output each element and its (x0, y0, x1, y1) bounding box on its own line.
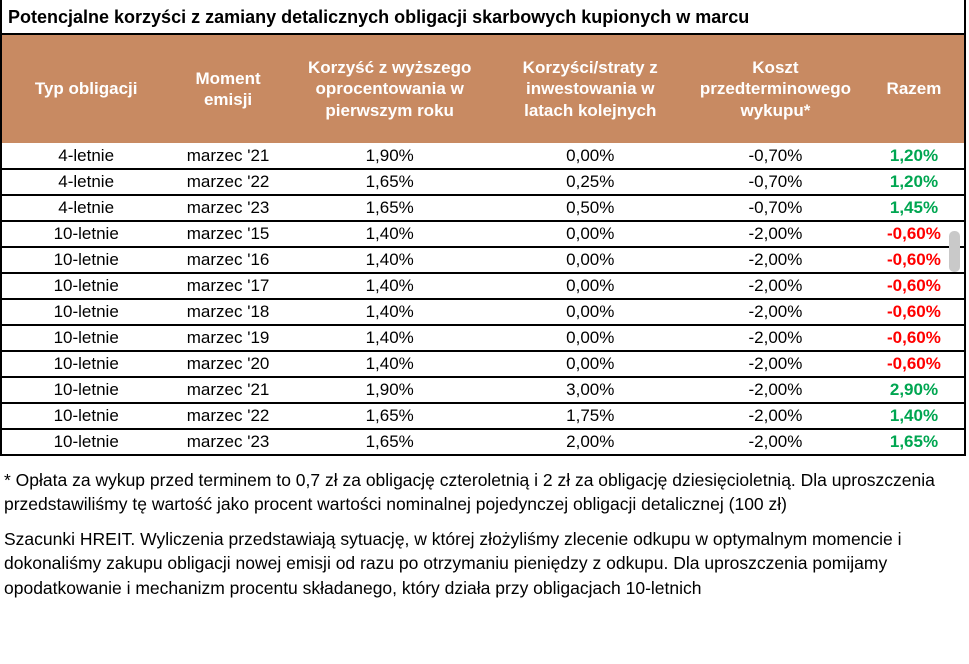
page-title: Potencjalne korzyści z zamiany detalicznych obligacji skarbowych kupionych w marcu (2, 0, 964, 35)
table-row (2, 143, 964, 169)
cell-rok1: 1,65% (286, 169, 494, 195)
cell-razem: -0,60% (864, 325, 964, 351)
footnotes (0, 468, 956, 600)
footnote-redemption-fee: * Opłata za wykup przed terminem to 0,7 zł za obligację czteroletnią i 2 zł za obligację dziesięcioletnią. Dla uproszczenia przedstawiliśmy tę wartość jako procent wartości nominalnej pojedynczej obligacji detalicznej (100 zł) (4, 470, 935, 515)
cell-razem: 1,20% (864, 169, 964, 195)
cell-kolejne: 0,00% (494, 221, 687, 247)
cell-rok1: 1,65% (286, 403, 494, 429)
cell-rok1: 1,90% (286, 377, 494, 403)
cell-razem: -0,60% (864, 247, 964, 273)
cell-kolejne: 0,50% (494, 195, 687, 221)
cell-typ: 4-letnie (2, 169, 170, 195)
cell-rok1: 1,65% (286, 429, 494, 455)
cell-razem: -0,60% (864, 299, 964, 325)
cell-koszt: -2,00% (687, 273, 864, 299)
cell-typ: 10-letnie (2, 325, 170, 351)
table-row (2, 195, 964, 221)
cell-koszt: -0,70% (687, 195, 864, 221)
cell-koszt: -0,70% (687, 169, 864, 195)
cell-koszt: -2,00% (687, 221, 864, 247)
cell-rok1: 1,65% (286, 195, 494, 221)
col-header-typ-obligacji: Typ obligacji (2, 35, 170, 143)
cell-moment: marzec '19 (170, 325, 285, 351)
scrollbar-thumb[interactable] (949, 231, 960, 272)
cell-moment: marzec '21 (170, 143, 285, 169)
cell-typ: 10-letnie (2, 403, 170, 429)
cell-koszt: -2,00% (687, 377, 864, 403)
cell-rok1: 1,40% (286, 299, 494, 325)
cell-razem: 1,20% (864, 143, 964, 169)
cell-kolejne: 0,00% (494, 247, 687, 273)
table-row (2, 221, 964, 247)
cell-typ: 10-letnie (2, 273, 170, 299)
cell-razem: 2,90% (864, 377, 964, 403)
table-row (2, 273, 964, 299)
cell-razem: -0,60% (864, 273, 964, 299)
footnote-hreit-estimates: Szacunki HREIT. Wyliczenia przedstawiają sytuację, w której złożyliśmy zlecenie odkupu w optymalnym momencie i dokonaliśmy zakupu obligacji nowej emisji od razu po otrzymaniu pieniędzy z odkupu. Dla uproszczenia pomijamy opodatkowanie i mechanizm procentu składanego, który działa przy obligacjach 10-letnich (4, 529, 902, 598)
cell-rok1: 1,90% (286, 143, 494, 169)
cell-kolejne: 0,00% (494, 143, 687, 169)
table-row (2, 299, 964, 325)
cell-kolejne: 0,00% (494, 325, 687, 351)
col-header-razem: Razem (864, 35, 964, 143)
cell-rok1: 1,40% (286, 351, 494, 377)
table-row (2, 169, 964, 195)
cell-razem: -0,60% (864, 351, 964, 377)
cell-moment: marzec '15 (170, 221, 285, 247)
table-row (2, 403, 964, 429)
cell-razem: 1,65% (864, 429, 964, 455)
cell-moment: marzec '17 (170, 273, 285, 299)
cell-moment: marzec '22 (170, 403, 285, 429)
cell-razem: 1,45% (864, 195, 964, 221)
table-row (2, 247, 964, 273)
cell-kolejne: 0,25% (494, 169, 687, 195)
cell-koszt: -2,00% (687, 299, 864, 325)
cell-rok1: 1,40% (286, 325, 494, 351)
table-row (2, 351, 964, 377)
cell-typ: 10-letnie (2, 429, 170, 455)
cell-koszt: -2,00% (687, 247, 864, 273)
cell-typ: 10-letnie (2, 351, 170, 377)
table-row (2, 429, 964, 455)
cell-typ: 4-letnie (2, 143, 170, 169)
cell-typ: 10-letnie (2, 377, 170, 403)
cell-typ: 10-letnie (2, 247, 170, 273)
cell-kolejne: 0,00% (494, 299, 687, 325)
cell-koszt: -2,00% (687, 351, 864, 377)
bond-swap-table (2, 35, 964, 456)
header-row (2, 35, 964, 143)
cell-moment: marzec '23 (170, 429, 285, 455)
table-row (2, 377, 964, 403)
cell-moment: marzec '18 (170, 299, 285, 325)
cell-koszt: -0,70% (687, 143, 864, 169)
cell-koszt: -2,00% (687, 429, 864, 455)
cell-moment: marzec '23 (170, 195, 285, 221)
cell-typ: 10-letnie (2, 299, 170, 325)
cell-kolejne: 3,00% (494, 377, 687, 403)
cell-typ: 4-letnie (2, 195, 170, 221)
cell-kolejne: 0,00% (494, 273, 687, 299)
col-header-korzysci-kolejne: Korzyści/straty z inwestowania w latach kolejnych (494, 35, 687, 143)
cell-kolejne: 2,00% (494, 429, 687, 455)
cell-kolejne: 1,75% (494, 403, 687, 429)
cell-moment: marzec '21 (170, 377, 285, 403)
cell-typ: 10-letnie (2, 221, 170, 247)
cell-kolejne: 0,00% (494, 351, 687, 377)
cell-rok1: 1,40% (286, 221, 494, 247)
cell-rok1: 1,40% (286, 247, 494, 273)
cell-koszt: -2,00% (687, 403, 864, 429)
cell-moment: marzec '16 (170, 247, 285, 273)
cell-koszt: -2,00% (687, 325, 864, 351)
col-header-korzysc-rok1: Korzyść z wyższego oprocentowania w pierwszym roku (286, 35, 494, 143)
table-row (2, 325, 964, 351)
cell-razem: -0,60% (864, 221, 964, 247)
cell-rok1: 1,40% (286, 273, 494, 299)
cell-moment: marzec '20 (170, 351, 285, 377)
cell-razem: 1,40% (864, 403, 964, 429)
col-header-koszt-wykupu: Koszt przedterminowego wykupu* (687, 35, 864, 143)
cell-moment: marzec '22 (170, 169, 285, 195)
col-header-moment-emisji: Moment emisji (170, 35, 285, 143)
